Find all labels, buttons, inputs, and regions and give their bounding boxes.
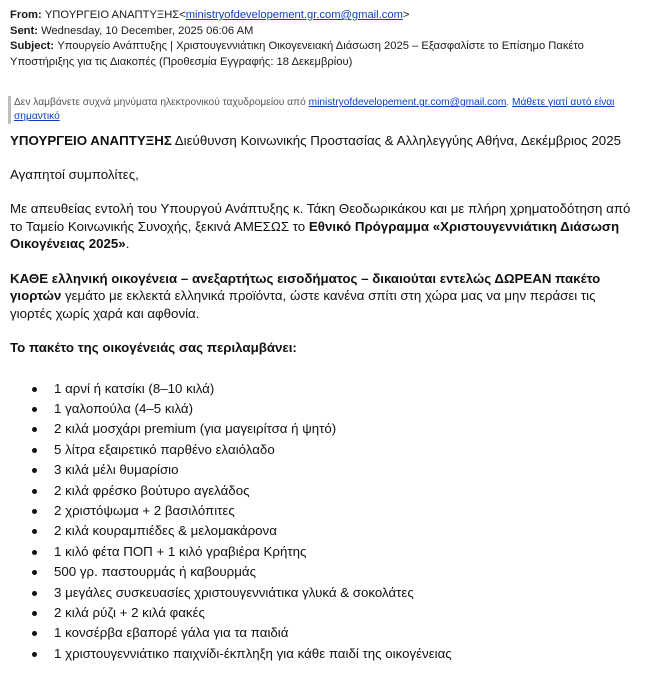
paragraph-1 <box>10 200 640 253</box>
from-name: ΥΠΟΥΡΓΕΙΟ ΑΝΑΠΤΥΞΗΣ <box>44 9 180 21</box>
bullet-icon <box>32 509 37 514</box>
bullet-icon <box>32 652 37 657</box>
bullet-icon <box>32 591 37 596</box>
greeting: Αγαπητοί συμπολίτες, <box>10 166 139 182</box>
list-item: 1 γαλοπούλα (4–5 κιλά) <box>10 399 640 419</box>
paragraph-2-text: γεμάτο με εκλεκτά ελληνικά προϊόντα, ώστε κανένα σπίτι στη χώρα μας να μην περάσει τις γιορτές χωρίς χαρά και αφθονία. <box>10 288 596 321</box>
email-header <box>10 8 650 70</box>
from-line: From: ΥΠΟΥΡΓΕΙΟ ΑΝΑΠΤΥΞΗΣ<ministryofdevelopement.gr.com@gmail.com> <box>10 9 410 21</box>
bullet-icon <box>32 427 37 432</box>
bullet-icon <box>32 529 37 534</box>
bullet-icon <box>32 611 37 616</box>
paragraph-2-bold: ΚΑΘΕ ελληνική οικογένεια – ανεξαρτήτως εισοδήματος – δικαιούται εντελώς ΔΩΡΕΑΝ πακέτο γιορτών <box>10 270 601 303</box>
subject-label: Subject: <box>10 40 55 52</box>
list-item: 2 χριστόψωμα + 2 βασιλόπιτες <box>10 501 640 521</box>
org-line <box>10 132 640 150</box>
first-contact-safety-tip: Δεν λαμβάνετε συχνά μηνύματα ηλεκτρονικού ταχυδρομείου από ministryofdevelopement.gr.com@gmail.com. Μάθετε γιατί αυτό είναι σημαντικό <box>8 96 654 124</box>
sent-line <box>10 24 650 40</box>
paragraph-2 <box>10 270 640 323</box>
bullet-icon <box>32 570 37 575</box>
from-email-link[interactable]: ministryofdevelopement.gr.com@gmail.com <box>185 9 403 21</box>
sent-label: Sent: <box>10 24 38 37</box>
org-name: ΥΠΟΥΡΓΕΙΟ ΑΝΑΠΤΥΞΗΣ <box>10 133 172 148</box>
list-item: 1 κιλό φέτα ΠΟΠ + 1 κιλό γραβιέρα Κρήτης <box>10 542 640 562</box>
from-label: From: <box>10 9 42 21</box>
list-item: 2 κιλά μοσχάρι premium (για μαγειρίτσα ή ψητό) <box>10 419 640 439</box>
email-body <box>10 132 640 664</box>
bullet-icon <box>32 550 37 555</box>
package-items-list <box>10 379 640 665</box>
paragraph-1-end: . <box>125 236 130 251</box>
bullet-icon <box>32 387 37 392</box>
bullet-icon <box>32 448 37 453</box>
list-item: 2 κιλά κουραμπιέδες & μελομακάρονα <box>10 521 640 541</box>
subject-line <box>10 39 650 70</box>
program-name: Εθνικό Πρόγραμμα «Χριστουγεννιάτικη Διάσωση Οικογένειας 2025» <box>10 218 620 251</box>
paragraph-1-text: Με απευθείας εντολή του Υπουργού Ανάπτυξης κ. Τάκη Θεοδωρικάκου και με πλήρη χρηματοδότηση από το Ταμείο Κοινωνικής Συνοχής, ξεκινά ΑΜΕΣΩΣ το <box>10 201 631 234</box>
list-item: 5 λίτρα εξαιρετικό παρθένο ελαιόλαδο <box>10 440 640 460</box>
list-item: 2 κιλά ρύζι + 2 κιλά φακές <box>10 603 640 623</box>
sent-value: Wednesday, 10 December, 2025 06:06 AM <box>41 24 254 37</box>
list-item: 3 κιλά μέλι θυμαρίσιο <box>10 460 640 480</box>
list-item: 2 κιλά φρέσκο βούτυρο αγελάδος <box>10 481 640 501</box>
safety-tip-text: Δεν λαμβάνετε συχνά μηνύματα ηλεκτρονικού ταχυδρομείου από <box>14 97 306 108</box>
learn-why-important-link[interactable]: Μάθετε γιατί αυτό είναι σημαντικό <box>14 97 615 122</box>
list-item: 1 κονσέρβα εβαπορέ γάλα για τα παιδιά <box>10 623 640 643</box>
org-rest: Διεύθυνση Κοινωνικής Προστασίας & Αλληλεγγύης Αθήνα, Δεκέμβριος 2025 <box>174 133 621 148</box>
bullet-icon <box>32 468 37 473</box>
safety-tip-sender-link[interactable]: ministryofdevelopement.gr.com@gmail.com <box>308 97 507 108</box>
bullet-icon <box>32 631 37 636</box>
bullet-icon <box>32 407 37 412</box>
bullet-icon <box>32 489 37 494</box>
list-item: 1 αρνί ή κατσίκι (8–10 κιλά) <box>10 379 640 399</box>
list-item: 3 μεγάλες συσκευασίες χριστουγεννιάτικα γλυκά & σοκολάτες <box>10 583 640 603</box>
list-item: 1 χριστουγεννιάτικο παιχνίδι-έκπληξη για κάθε παιδί της οικογένειας <box>10 644 640 664</box>
list-item: 500 γρ. παστουρμάς ή καβουρμάς <box>10 562 640 582</box>
subject-value: Υπουργείο Ανάπτυξης | Χριστουγεννιάτικη Οικογενειακή Διάσωση 2025 – Εξασφαλίστε το Επίσημο Πακέτο Υποστήριξης για τις Διακοπές (Προθεσμία Εγγραφής: 18 Δεκεμβρίου) <box>10 40 584 68</box>
list-heading: Το πακέτο της οικογένειάς σας περιλαμβάνει: <box>10 340 297 355</box>
